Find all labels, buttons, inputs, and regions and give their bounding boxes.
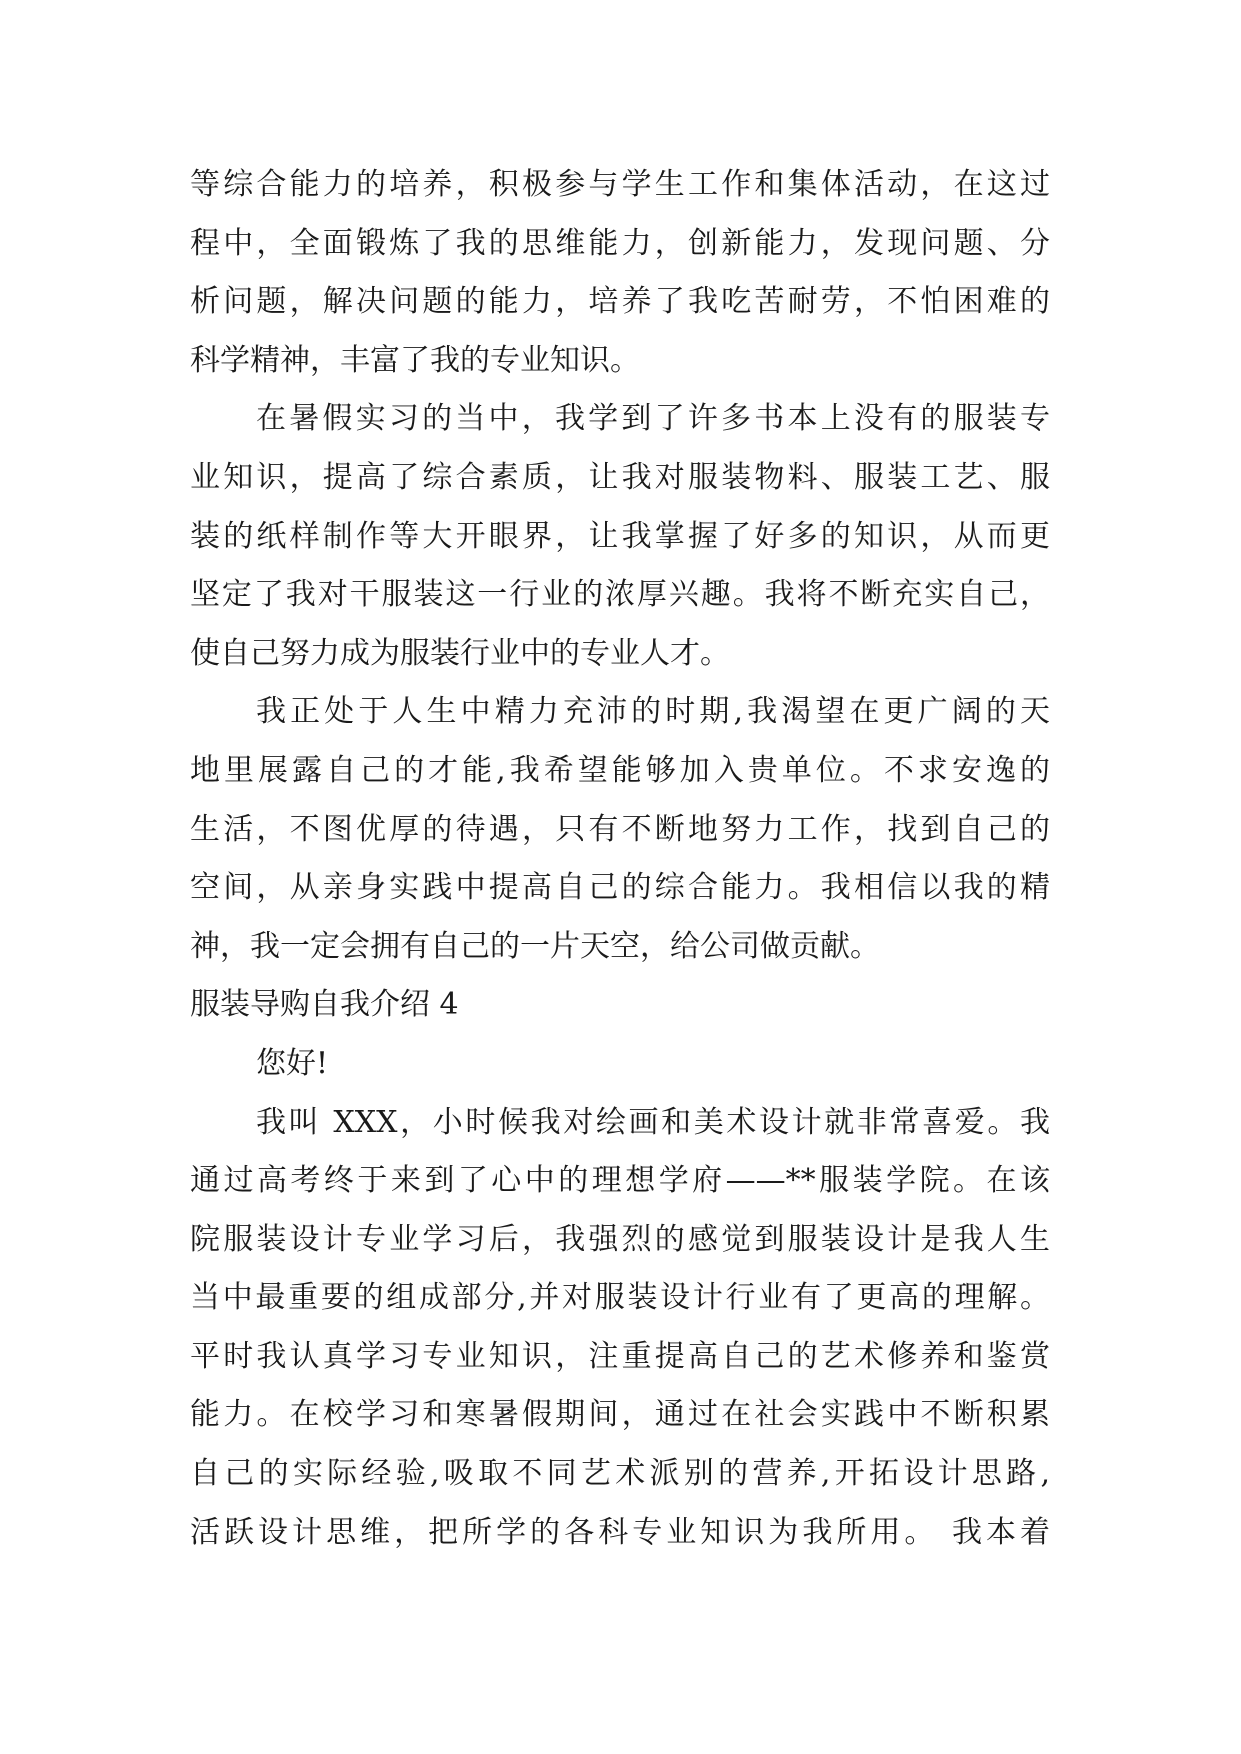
text-line: 程中，全面锻炼了我的思维能力，创新能力，发现问题、分 (190, 225, 1050, 261)
document-body (190, 156, 1050, 1562)
text-line: 自己的实际经验,吸取不同艺术派别的营养,开拓设计思路, (190, 1456, 1050, 1492)
text-line: 空间，从亲身实践中提高自己的综合能力。我相信以我的精 (190, 870, 1050, 906)
text-line: 当中最重要的组成部分,并对服装设计行业有了更高的理解。 (190, 1280, 1050, 1316)
text-line: 等综合能力的培养，积极参与学生工作和集体活动，在这过 (190, 167, 1050, 202)
paragraph-1 (190, 156, 1050, 390)
text-line: 地里展露自己的才能,我希望能够加入贵单位。不求安逸的 (190, 752, 1050, 788)
text-line: 平时我认真学习专业知识，注重提高自己的艺术修养和鉴赏 (190, 1338, 1050, 1374)
text-line: 生活，不图优厚的待遇，只有不断地努力工作，找到自己的 (190, 811, 1050, 847)
text-line: 通过高考终于来到了心中的理想学府——**服装学院。在该 (190, 1163, 1050, 1199)
text-line: 使自己努力成为服装行业中的专业人才。 (190, 635, 730, 671)
paragraph-3 (190, 683, 1050, 976)
text-line: 科学精神，丰富了我的专业知识。 (190, 342, 640, 378)
text-line: 院服装设计专业学习后，我强烈的感觉到服装设计是我人生 (190, 1221, 1050, 1257)
text-line: 在暑假实习的当中，我学到了许多书本上没有的服装专 (256, 401, 1050, 437)
greeting: 您好! (256, 1045, 329, 1081)
text-line: 神，我一定会拥有自己的一片天空，给公司做贡献。 (190, 928, 880, 964)
section-title: 服装导购自我介绍 4 (190, 987, 459, 1023)
text-line: 装的纸样制作等大开眼界，让我掌握了好多的知识，从而更 (190, 518, 1050, 554)
paragraph-4 (190, 1094, 1050, 1563)
text-line: 业知识，提高了综合素质，让我对服装物料、服装工艺、服 (190, 459, 1050, 495)
text-line: 我叫 XXX，小时候我对绘画和美术设计就非常喜爱。我 (256, 1104, 1050, 1140)
text-line: 我正处于人生中精力充沛的时期,我渴望在更广阔的天 (256, 694, 1050, 730)
text-line: 析问题，解决问题的能力，培养了我吃苦耐劳，不怕困难的 (190, 284, 1050, 320)
text-line: 能力。在校学习和寒暑假期间，通过在社会实践中不断积累 (190, 1397, 1050, 1433)
text-line: 活跃设计思维，把所学的各科专业知识为我所用。 我本着 (190, 1514, 1050, 1550)
paragraph-2 (190, 390, 1050, 683)
text-line: 坚定了我对干服装这一行业的浓厚兴趣。我将不断充实自己， (190, 577, 1050, 613)
